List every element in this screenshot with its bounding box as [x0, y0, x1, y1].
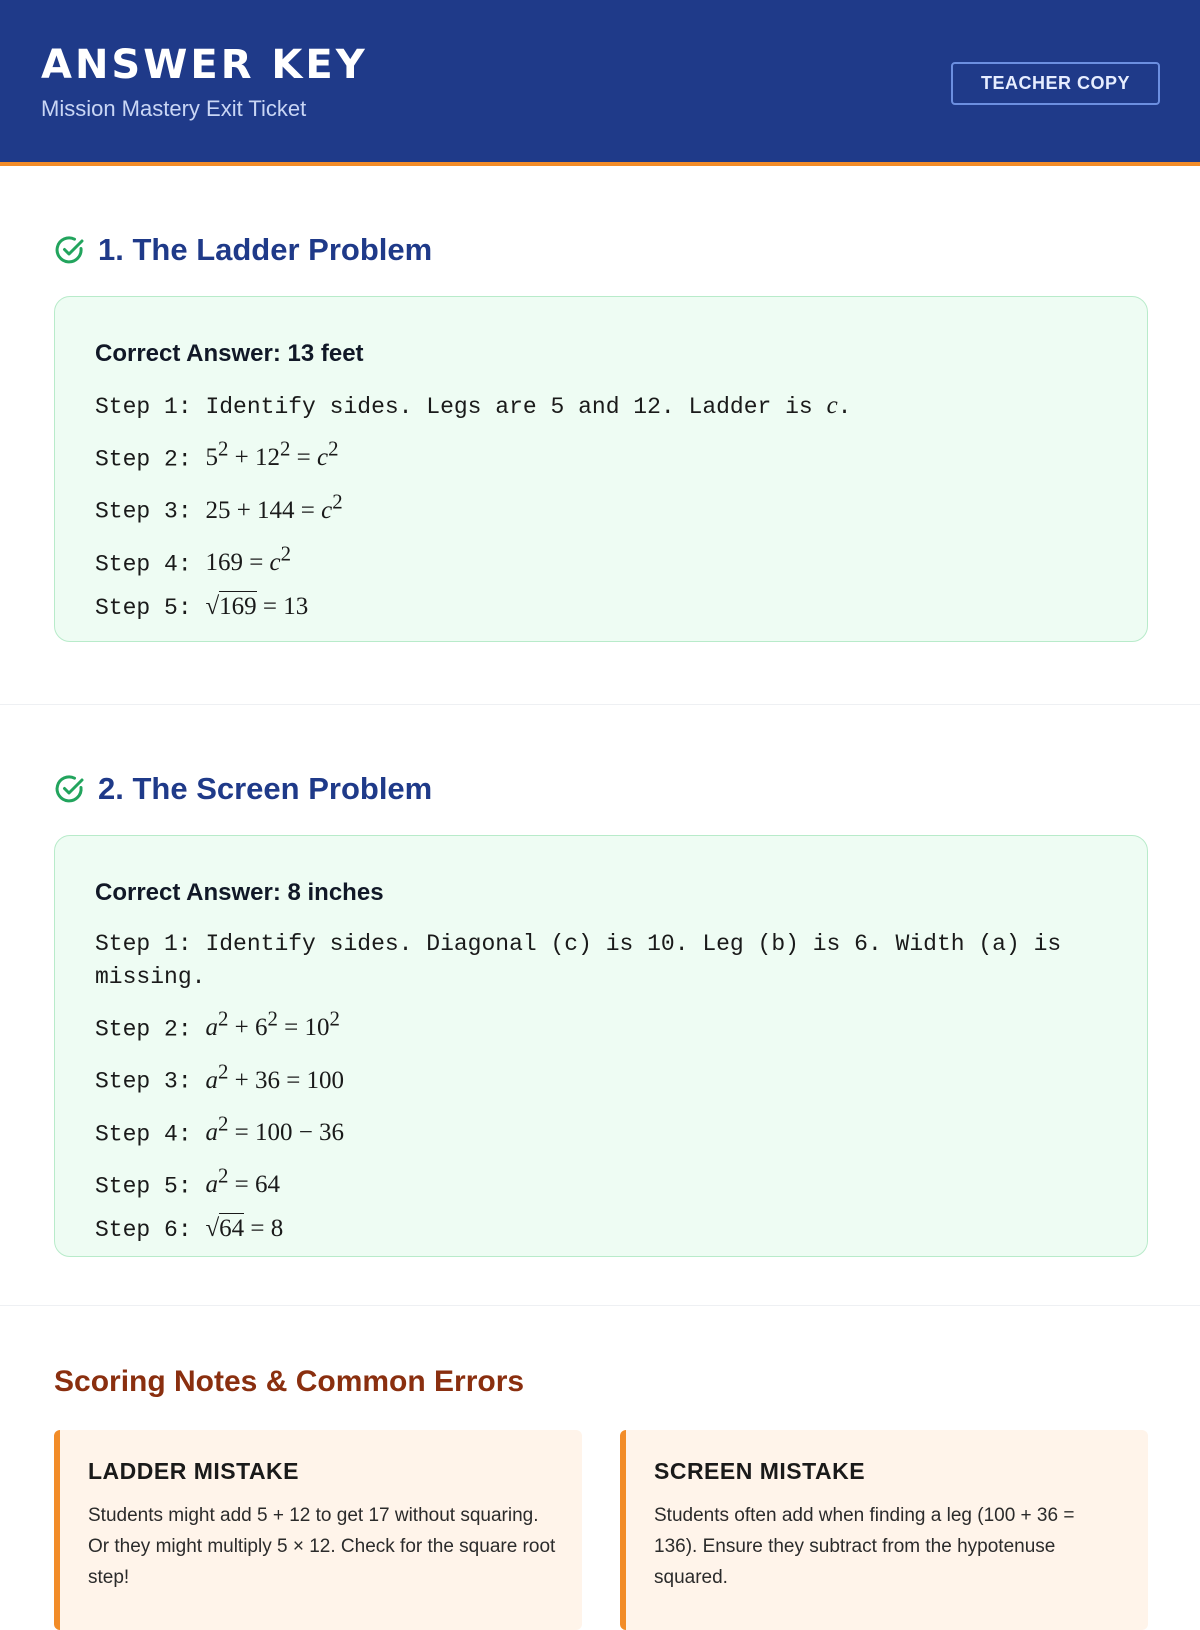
- page-subtitle: Mission Mastery Exit Ticket: [41, 96, 307, 121]
- header: [0, 0, 1200, 166]
- correct-answer-2: Correct Answer: 8 inches: [95, 879, 384, 906]
- note-text: Students often add when finding a leg (100 + 36 = 136). Ensure they subtract from the hypotenuse squared.: [654, 1505, 1075, 1588]
- scoring-notes-title: Scoring Notes & Common Errors: [54, 1365, 525, 1398]
- problem-section-2: [0, 705, 1200, 1306]
- check-circle-icon: [54, 234, 86, 266]
- scoring-notes-section: [0, 1306, 1200, 1602]
- step-line: Step 4: $169 = c^2$: [95, 541, 292, 577]
- step-line: Step 4: $a^2 = 100 - 36$: [95, 1111, 345, 1147]
- step-line: Step 5: √169 = 13: [95, 592, 309, 621]
- step-line: Step 5: $a^2 = 64$: [95, 1163, 280, 1200]
- note-title: SCREEN MISTAKE: [654, 1458, 866, 1484]
- ladder-mistake-card: [54, 1430, 582, 1630]
- answer-card-1: [54, 296, 1148, 642]
- note-title: LADDER MISTAKE: [88, 1458, 300, 1484]
- step-line: Step 2: $5^2 + 12^2 = c^2$: [95, 437, 339, 473]
- step-line: Step 1: Identify sides. Diagonal (c) is 10. Leg (b) is 6. Width (a) is missing.: [95, 931, 1075, 990]
- problem-1-heading: [54, 230, 432, 270]
- screen-mistake-card: [620, 1430, 1148, 1630]
- check-circle-icon: [54, 773, 86, 805]
- correct-answer-1: Correct Answer: 13 feet: [95, 340, 364, 367]
- problem-1-title: 1. The Ladder Problem: [98, 232, 433, 267]
- step-line: Step 3: $25 + 144 = c^2$: [95, 489, 343, 525]
- problem-section-1: [0, 166, 1200, 705]
- problem-2-heading: [54, 769, 432, 809]
- page-title: ANSWER KEY: [41, 42, 368, 88]
- teacher-copy-badge: TEACHER COPY: [951, 62, 1160, 105]
- step-line: Step 6: √64 = 8: [95, 1215, 284, 1244]
- step-line: Step 3: $a^2 + 36 = 100$: [95, 1059, 345, 1095]
- problem-2-title: 2. The Screen Problem: [98, 771, 433, 806]
- step-line: Step 1: Identify sides. Legs are 5 and 12. Ladder is c.: [95, 392, 852, 420]
- note-text: Students might add 5 + 12 to get 17 without squaring. Or they might multiply 5 × 12. Check for the square root step!: [88, 1505, 556, 1588]
- answer-card-2: [54, 835, 1148, 1257]
- step-line: Step 2: $a^2 + 6^2 = 10^2$: [95, 1007, 340, 1043]
